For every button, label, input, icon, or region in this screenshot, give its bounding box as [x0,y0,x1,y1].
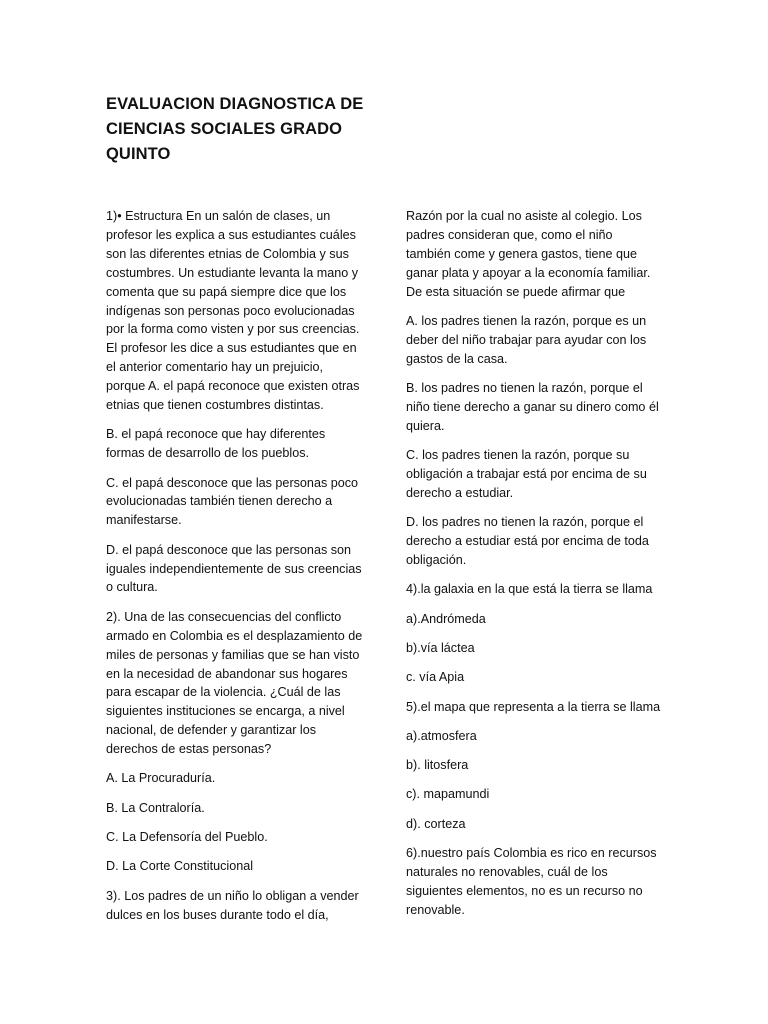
text-line: a).atmosfera [406,728,477,743]
title-line: QUINTO [106,145,171,163]
text-line: C. La Defensoría del Pueblo. [106,830,268,845]
paragraph [406,756,668,775]
text-line: para escapar de la violencia. ¿Cuál de las [106,685,341,700]
text-line: 4).la galaxia en la que está la tierra se llama [406,582,653,597]
title-line: EVALUACION DIAGNOSTICA DE [106,95,364,113]
text-line: iguales independientemente de sus creencias [106,561,362,576]
text-line: D. los padres no tienen la razón, porque el [406,515,644,530]
paragraph [106,541,368,598]
title-line: CIENCIAS SOCIALES GRADO [106,120,343,138]
text-line: Razón por la cual no asiste al colegio. Los [406,209,642,223]
text-line: 1)• Estructura En un salón de clases, un [106,209,331,223]
text-line: D. el papá desconoce que las personas son [106,542,352,557]
paragraph [406,580,668,599]
text-line: nacional, de defender y garantizar los [106,723,317,738]
text-line: niño tiene derecho a ganar su dinero como él [406,399,659,414]
text-line: gastos de la casa. [406,351,508,366]
text-line: De esta situación se puede afirmar que [406,284,626,299]
text-line: manifestarse. [106,513,182,528]
paragraph [106,474,368,531]
text-line: obligación. [406,553,467,568]
text-line: deber del niño trabajar para ayudar con los [406,332,647,347]
paragraph [106,425,368,463]
text-line: renovable. [406,902,465,917]
paragraph [406,668,668,687]
paragraph [106,857,368,876]
text-line: también come y genera gastos, tiene que [406,246,638,261]
text-line: siguientes elementos, no es un recurso no [406,883,643,898]
text-line: 2). Una de las consecuencias del conflicto [106,609,342,624]
paragraph [406,727,668,746]
text-line: costumbres. Un estudiante levanta la mano y [106,265,359,280]
paragraph [106,769,368,788]
text-line: B. La Contraloría. [106,800,205,815]
paragraph [406,446,668,503]
right-column [406,207,668,930]
text-line: C. el papá desconoce que las personas poco [106,475,359,490]
text-line: naturales no renovables, cuál de los [406,864,608,879]
text-line: B. el papá reconoce que hay diferentes [106,427,326,442]
paragraph [406,639,668,658]
paragraph [406,844,668,920]
paragraph [106,887,368,925]
text-line: dulces en los buses durante todo el día, [106,907,329,922]
text-line: derecho a estudiar está por encima de toda [406,534,649,549]
text-line: el anterior comentario hay un prejuicio, [106,360,324,375]
text-line: a).Andrómeda [406,611,486,626]
text-line: D. La Corte Constitucional [106,859,253,874]
text-line: El profesor les dice a sus estudiantes que en [106,341,357,356]
text-line: b).vía láctea [406,640,475,655]
left-column [106,207,368,935]
paragraph [406,785,668,804]
paragraph [106,207,368,415]
text-line: son las diferentes etnias de Colombia y sus [106,246,349,261]
paragraph [406,379,668,436]
text-line: d). corteza [406,816,466,831]
paragraph [106,828,368,847]
paragraph [406,698,668,717]
text-line: padres consideran que, como el niño [406,227,613,242]
paragraph [406,513,668,570]
text-line: B. los padres no tienen la razón, porque el [406,381,643,396]
text-line: derechos de estas personas? [106,742,272,757]
text-line: obligación a trabajar está por encima de su [406,467,647,482]
text-line: 5).el mapa que representa a la tierra se llama [406,699,661,714]
text-line: c. vía Apia [406,670,465,685]
paragraph [406,815,668,834]
text-line: indígenas son personas poco evolucionadas [106,303,355,318]
text-line: C. los padres tienen la razón, porque su [406,448,630,463]
text-line: profesor les explica a sus estudiantes cuáles [106,227,356,242]
text-line: en la necesidad de abandonar sus hogares [106,666,348,681]
text-line: ganar plata y apoyar a la economía familiar. [406,265,651,280]
text-line: derecho a estudiar. [406,485,514,500]
text-line: b). litosfera [406,758,469,773]
paragraph [406,207,668,302]
text-line: miles de personas y familias que se han visto [106,647,360,662]
text-line: porque A. el papá reconoce que existen otras [106,379,360,394]
text-line: etnias que tienen costumbres distintas. [106,398,324,413]
text-line: o cultura. [106,580,158,595]
text-line: A. los padres tienen la razón, porque es un [406,313,647,328]
text-line: quiera. [406,418,445,433]
text-line: 6).nuestro país Colombia es rico en recursos [406,846,657,861]
text-line: por la forma como visten y por sus creencias. [106,322,360,337]
paragraph [106,608,368,759]
text-line: c). mapamundi [406,787,490,802]
text-line: armado en Colombia es el desplazamiento de [106,628,363,643]
text-line: formas de desarrollo de los pueblos. [106,446,310,461]
paragraph [406,610,668,629]
text-line: 3). Los padres de un niño lo obligan a vender [106,888,359,903]
paragraph [406,312,668,369]
text-line: siguientes instituciones se encarga, a nivel [106,704,345,719]
text-line: comenta que su papá siempre dice que los [106,284,347,299]
document-title [106,92,406,167]
text-line: A. La Procuraduría. [106,771,216,786]
text-line: evolucionadas también tienen derecho a [106,494,333,509]
paragraph [106,799,368,818]
